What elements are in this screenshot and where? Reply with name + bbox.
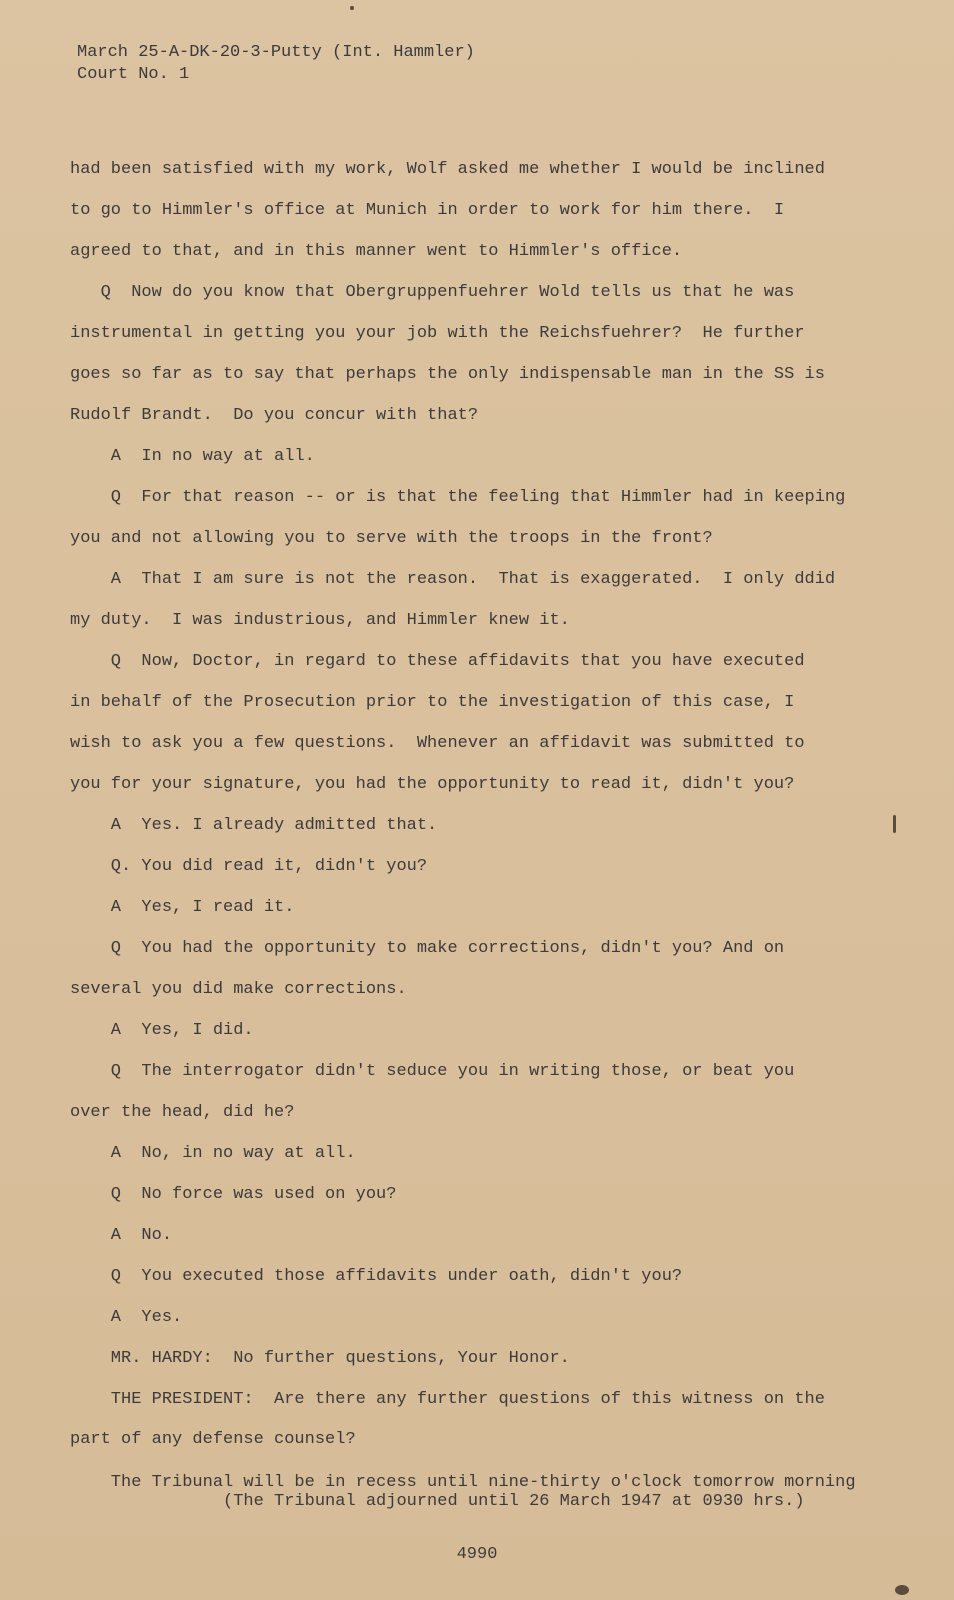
transcript-line: several you did make corrections. [70, 980, 407, 999]
transcript-line: Q You had the opportunity to make corrections, didn't you? And on [70, 939, 785, 958]
transcript-line: A Yes. [70, 1308, 183, 1327]
header-line-2: Court No. 1 [77, 65, 190, 84]
paper-mark [893, 815, 896, 833]
transcript-line: The Tribunal will be in recess until nine-thirty o'clock tomorrow morning [70, 1473, 856, 1492]
transcript-line: instrumental in getting you your job with the Reichsfuehrer? He further [70, 324, 805, 343]
transcript-line: over the head, did he? [70, 1103, 295, 1122]
paper-mark [350, 6, 354, 10]
transcript-line: goes so far as to say that perhaps the only indispensable man in the SS is [70, 365, 825, 384]
transcript-line: A Yes. I already admitted that. [70, 816, 438, 835]
transcript-line: to go to Himmler's office at Munich in order to work for him there. I [70, 201, 785, 220]
transcript-line: A That I am sure is not the reason. That is exaggerated. I only ddid [70, 570, 836, 589]
transcript-line: A No, in no way at all. [70, 1144, 356, 1163]
transcript-line: agreed to that, and in this manner went to Himmler's office. [70, 242, 683, 261]
transcript-line: Q. You did read it, didn't you? [70, 857, 428, 876]
transcript-line: A Yes, I did. [70, 1021, 254, 1040]
transcript-line: had been satisfied with my work, Wolf asked me whether I would be inclined [70, 160, 825, 179]
transcript-line: Rudolf Brandt. Do you concur with that? [70, 406, 479, 425]
transcript-line: you and not allowing you to serve with the troops in the front? [70, 529, 713, 548]
transcript-line: Q Now, Doctor, in regard to these affidavits that you have executed [70, 652, 805, 671]
paper-mark [895, 1585, 909, 1595]
transcript-line: part of any defense counsel? [70, 1430, 356, 1449]
header-line-1: March 25-A-DK-20-3-Putty (Int. Hammler) [77, 43, 475, 62]
transcript-line: Q No force was used on you? [70, 1185, 397, 1204]
page-number: 4990 [456, 1545, 498, 1564]
transcript-line: Q You executed those affidavits under oath, didn't you? [70, 1267, 683, 1286]
transcript-line: Q The interrogator didn't seduce you in writing those, or beat you [70, 1062, 795, 1081]
transcript-line: (The Tribunal adjourned until 26 March 1947 at 0930 hrs.) [70, 1492, 805, 1511]
transcript-line: Q For that reason -- or is that the feeling that Himmler had in keeping [70, 488, 846, 507]
transcript-line: A No. [70, 1226, 173, 1245]
transcript-line: Q Now do you know that Obergruppenfuehrer Wold tells us that he was [70, 283, 795, 302]
transcript-line: MR. HARDY: No further questions, Your Honor. [70, 1349, 570, 1368]
transcript-line: wish to ask you a few questions. Whenever an affidavit was submitted to [70, 734, 805, 753]
page-header [77, 42, 475, 86]
transcript-line: you for your signature, you had the opportunity to read it, didn't you? [70, 775, 795, 794]
transcript-line: my duty. I was industrious, and Himmler knew it. [70, 611, 570, 630]
transcript-line: A In no way at all. [70, 447, 315, 466]
transcript-line: THE PRESIDENT: Are there any further questions of this witness on the [70, 1390, 825, 1409]
transcript-line: A Yes, I read it. [70, 898, 295, 917]
transcript-line: in behalf of the Prosecution prior to the investigation of this case, I [70, 693, 795, 712]
